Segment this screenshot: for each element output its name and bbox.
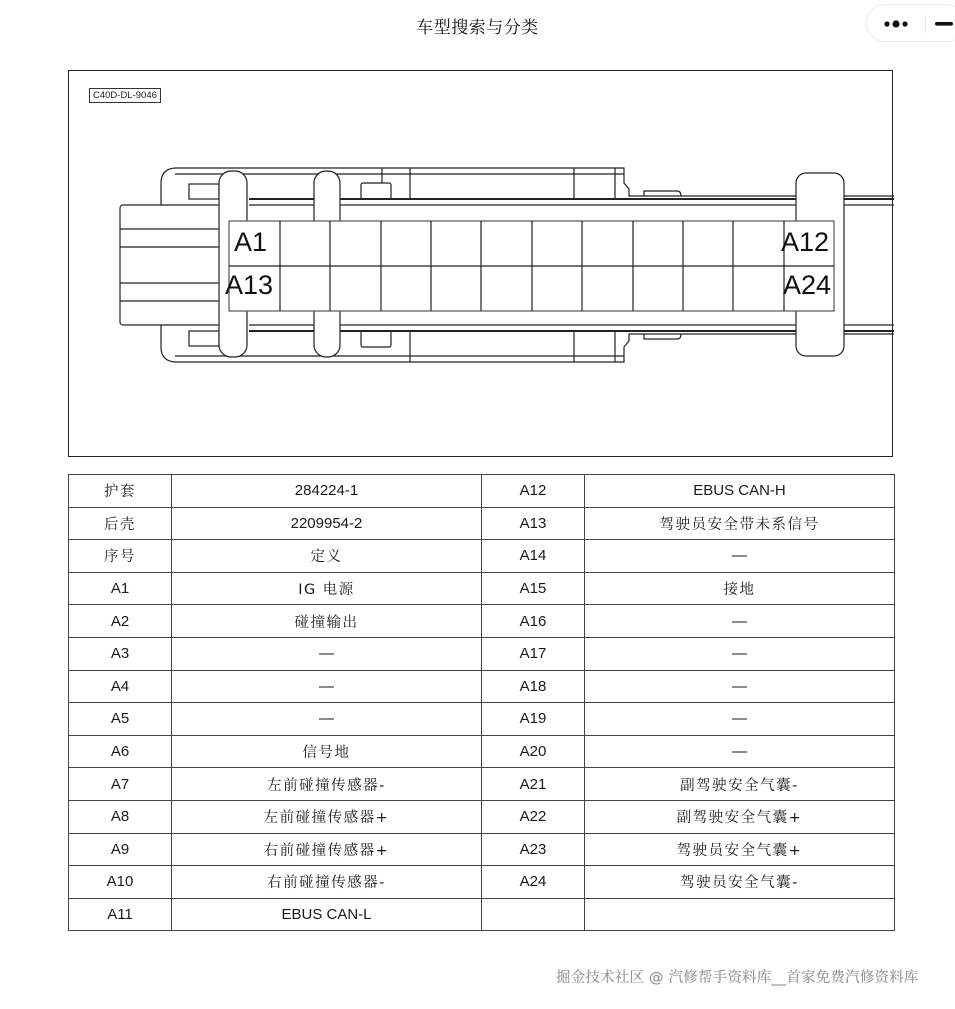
left-value-cell: 定义 <box>172 540 482 573</box>
right-value-cell <box>585 898 895 931</box>
table-row <box>69 703 895 736</box>
left-label-cell: A8 <box>69 800 172 833</box>
table-row <box>69 800 895 833</box>
left-label-cell: A3 <box>69 637 172 670</box>
left-value-cell: — <box>172 637 482 670</box>
table-row <box>69 637 895 670</box>
left-label-cell: A4 <box>69 670 172 703</box>
left-label-cell: A10 <box>69 866 172 899</box>
left-label-cell: 序号 <box>69 540 172 573</box>
left-label-cell: A2 <box>69 605 172 638</box>
left-value-cell: — <box>172 670 482 703</box>
pin-label-a1: A1 <box>234 227 268 257</box>
right-label-cell: A23 <box>482 833 585 866</box>
top-bar <box>0 0 955 48</box>
right-label-cell: A22 <box>482 800 585 833</box>
right-value-cell: 接地 <box>585 572 895 605</box>
left-value-cell: 信号地 <box>172 735 482 768</box>
table-meta-row <box>69 540 895 573</box>
table-row <box>69 898 895 931</box>
table-row <box>69 572 895 605</box>
table-row <box>69 768 895 801</box>
left-label-cell: A7 <box>69 768 172 801</box>
left-value-cell: 右前碰撞传感器- <box>172 866 482 899</box>
pin-label-a12: A12 <box>781 227 830 257</box>
right-value-cell: — <box>585 670 895 703</box>
right-value-cell: EBUS CAN-H <box>585 475 895 508</box>
table-row <box>69 670 895 703</box>
left-value-cell: 左前碰撞传感器- <box>172 768 482 801</box>
table-meta-row <box>69 507 895 540</box>
left-value-cell: IG 电源 <box>172 572 482 605</box>
right-value-cell: 驾驶员安全气囊- <box>585 866 895 899</box>
right-label-cell: A14 <box>482 540 585 573</box>
table-row <box>69 833 895 866</box>
watermark: 掘金技术社区 @ 汽修帮手资料库__首家免费汽修资料库 <box>556 970 919 986</box>
right-label-cell: A17 <box>482 637 585 670</box>
table-meta-row <box>69 475 895 508</box>
right-label-cell: A18 <box>482 670 585 703</box>
left-value-cell: 284224-1 <box>172 475 482 508</box>
more-dots-icon[interactable] <box>879 14 913 34</box>
capsule-divider <box>925 15 926 33</box>
right-label-cell: A24 <box>482 866 585 899</box>
connector-diagram <box>68 70 893 457</box>
table-row <box>69 735 895 768</box>
left-label-cell: A5 <box>69 703 172 736</box>
left-label-cell: A6 <box>69 735 172 768</box>
minimize-icon[interactable] <box>933 14 955 34</box>
left-label-cell: A11 <box>69 898 172 931</box>
left-label-cell: 护套 <box>69 475 172 508</box>
right-value-cell: — <box>585 703 895 736</box>
right-label-cell: A13 <box>482 507 585 540</box>
right-label-cell: A21 <box>482 768 585 801</box>
right-value-cell: 副驾驶安全气囊- <box>585 768 895 801</box>
right-value-cell: 副驾驶安全气囊+ <box>585 800 895 833</box>
right-value-cell: 驾驶员安全带未系信号 <box>585 507 895 540</box>
right-label-cell: A20 <box>482 735 585 768</box>
page-title: 车型搜索与分类 <box>416 18 539 38</box>
left-label-cell: 后壳 <box>69 507 172 540</box>
pin-label-a13: A13 <box>225 270 274 300</box>
right-label-cell: A16 <box>482 605 585 638</box>
right-label-cell: A12 <box>482 475 585 508</box>
right-label-cell <box>482 898 585 931</box>
pin-definition-table <box>68 474 895 931</box>
pin-label-a24: A24 <box>783 270 832 300</box>
right-label-cell: A15 <box>482 572 585 605</box>
left-value-cell: 左前碰撞传感器+ <box>172 800 482 833</box>
right-value-cell: — <box>585 540 895 573</box>
connector-drawing <box>69 71 894 458</box>
left-label-cell: A9 <box>69 833 172 866</box>
left-value-cell: 2209954-2 <box>172 507 482 540</box>
right-value-cell: — <box>585 605 895 638</box>
connector-part-number: C40D-DL-9046 <box>89 88 161 103</box>
right-value-cell: — <box>585 735 895 768</box>
left-value-cell: 碰撞输出 <box>172 605 482 638</box>
table-row <box>69 866 895 899</box>
left-value-cell: 右前碰撞传感器+ <box>172 833 482 866</box>
mini-program-capsule <box>866 4 955 42</box>
left-label-cell: A1 <box>69 572 172 605</box>
right-label-cell: A19 <box>482 703 585 736</box>
table-row <box>69 605 895 638</box>
right-value-cell: — <box>585 637 895 670</box>
left-value-cell: — <box>172 703 482 736</box>
right-value-cell: 驾驶员安全气囊+ <box>585 833 895 866</box>
left-value-cell: EBUS CAN-L <box>172 898 482 931</box>
